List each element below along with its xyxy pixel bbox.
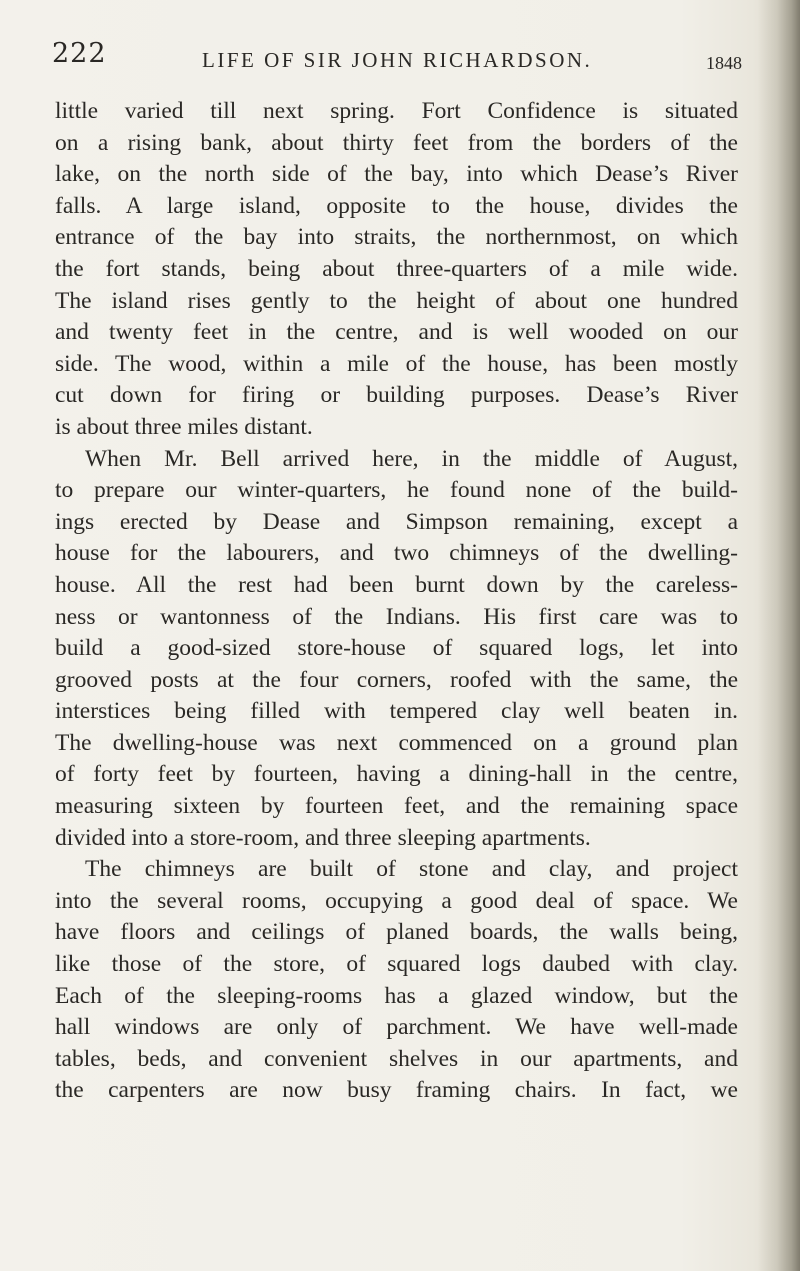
text-line: ings erected by Dease and Simpson remaining, except a (55, 508, 738, 535)
text-line: on a rising bank, about thirty feet from the borders of the (55, 129, 738, 156)
page-edge-shadow (758, 0, 800, 1271)
text-line: side. The wood, within a mile of the house, has been mostly (55, 350, 738, 377)
text-line: The chimneys are built of stone and clay, and project (85, 856, 738, 883)
text-line: measuring sixteen by fourteen feet, and the remaining space (55, 793, 738, 820)
text-line: The dwelling-house was next commenced on a ground plan (55, 729, 738, 756)
text-line: house. All the rest had been burnt down by the careless- (55, 571, 738, 598)
text-line: The island rises gently to the height of about one hundred (55, 287, 738, 314)
text-line: is about three miles distant. (55, 413, 313, 440)
text-line: to prepare our winter-quarters, he found none of the build- (55, 477, 738, 504)
text-line: cut down for firing or building purposes. Dease’s River (55, 382, 738, 409)
running-head: LIFE OF SIR JOHN RICHARDSON. (202, 48, 593, 72)
text-line: have floors and ceilings of planed boards, the walls being, (55, 919, 738, 946)
text-line: falls. A large island, opposite to the house, divides the (55, 192, 738, 219)
text-line: build a good-sized store-house of squared logs, let into (55, 635, 738, 662)
text-line: lake, on the north side of the bay, into which Dease’s River (55, 161, 738, 188)
text-line: Each of the sleeping-rooms has a glazed window, but the (55, 982, 738, 1009)
text-line: interstices being filled with tempered clay well beaten in. (55, 698, 738, 725)
text-line: tables, beds, and convenient shelves in our apartments, and (55, 1045, 738, 1072)
text-line: hall windows are only of parchment. We have well-made (55, 1014, 738, 1041)
text-line: ness or wantonness of the Indians. His first care was to (55, 603, 738, 630)
text-line: and twenty feet in the centre, and is well wooded on our (55, 319, 738, 346)
text-line: like those of the store, of squared logs daubed with clay. (55, 951, 738, 978)
text-line: house for the labourers, and two chimneys of the dwelling- (55, 540, 738, 567)
page-number: 222 (52, 38, 107, 69)
text-line: the carpenters are now busy framing chairs. In fact, we (55, 1077, 738, 1104)
page-header (52, 38, 742, 78)
text-line: divided into a store-room, and three sleeping apartments. (55, 824, 591, 851)
text-line: of forty feet by fourteen, having a dining-hall in the centre, (55, 761, 738, 788)
text-line: entrance of the bay into straits, the northernmost, on which (55, 224, 738, 251)
text-line: the fort stands, being about three-quarters of a mile wide. (55, 255, 738, 282)
text-line: When Mr. Bell arrived here, in the middle of August, (85, 445, 738, 472)
text-line: grooved posts at the four corners, roofed with the same, the (55, 666, 738, 693)
header-year: 1848 (706, 53, 742, 73)
text-line: little varied till next spring. Fort Confidence is situated (55, 98, 738, 124)
text-line: into the several rooms, occupying a good deal of space. We (55, 887, 738, 914)
body-text (55, 96, 738, 1107)
